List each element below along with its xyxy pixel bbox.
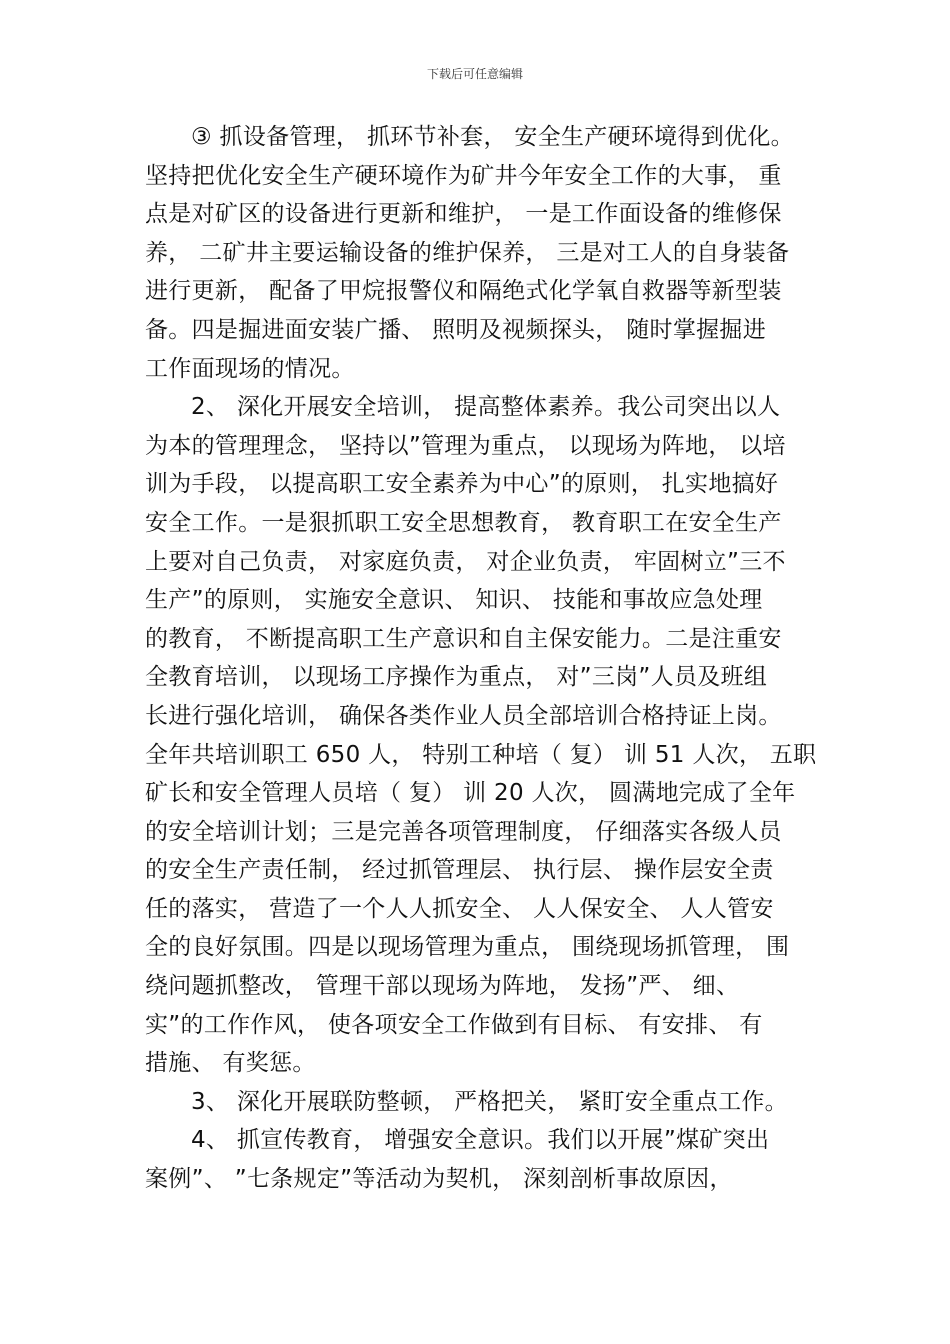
text-line: 案例”、 ”七条规定”等活动为契机， 深刻剖析事故原因，	[145, 1166, 733, 1193]
text-line: 任的落实， 营造了一个人人抓安全、 人人保安全、 人人管安	[145, 895, 774, 922]
text-line: 上要对自己负责， 对家庭负责， 对企业负责， 牢固树立”三不	[145, 548, 786, 575]
text-line: 工作面现场的情况。	[145, 355, 355, 382]
text-line: 的安全生产责任制， 经过抓管理层、 执行层、 操作层安全责	[145, 857, 774, 884]
text-line: 全的良好氛围。四是以现场管理为重点， 围绕现场抓管理， 围	[145, 934, 790, 961]
text-line: 点是对矿区的设备进行更新和维护， 一是工作面设备的维修保	[145, 201, 782, 228]
text-line: 生产”的原则， 实施安全意识、 知识、 技能和事故应急处理	[145, 587, 763, 614]
text-line: 为本的管理理念， 坚持以”管理为重点， 以现场为阵地， 以培	[145, 432, 786, 459]
text-line: 2、 深化开展安全培训， 提高整体素养。我公司突出以人	[191, 394, 781, 421]
text-line: ③ 抓设备管理， 抓环节补套， 安全生产硬环境得到优化。	[191, 124, 794, 150]
text-line: 进行更新， 配备了甲烷报警仪和隔绝式化学氧自救器等新型装	[145, 278, 782, 305]
text-line: 措施、 有奖惩。	[145, 1050, 316, 1077]
document-body	[145, 118, 817, 1199]
text-line: 养， 二矿井主要运输设备的维护保养， 三是对工人的自身装备	[145, 239, 790, 266]
text-line: 绕问题抓整改， 管理干部以现场为阵地， 发扬”严、 细、	[145, 973, 740, 1000]
text-line: 长进行强化培训， 确保各类作业人员全部培训合格持证上岗。	[145, 702, 782, 729]
text-line: 安全工作。一是狠抓职工安全思想教育， 教育职工在安全生产	[145, 509, 782, 536]
text-line: 全年共培训职工 650 人， 特别工种培（ 复） 训 51 人次， 五职	[145, 741, 817, 768]
page-header: 下载后可任意编辑	[426, 67, 523, 81]
text-line: 矿长和安全管理人员培（ 复） 训 20 人次， 圆满地完成了全年	[145, 780, 796, 807]
text-line: 的教育， 不断提高职工生产意识和自主保安能力。二是注重安	[145, 625, 782, 652]
text-line: 3、 深化开展联防整顿， 严格把关， 紧盯安全重点工作。	[191, 1088, 788, 1115]
text-line: 训为手段， 以提高职工安全素养为中心”的原则， 扎实地搞好	[145, 471, 779, 498]
text-line: 实”的工作作风， 使各项安全工作做到有目标、 有安排、 有	[145, 1011, 763, 1038]
text-line: 4、 抓宣传教育， 增强安全意识。我们以开展”煤矿突出	[191, 1127, 770, 1154]
text-line: 备。四是掘进面安装广播、 照明及视频探头， 随时掌握掘进	[145, 316, 767, 343]
text-line: 全教育培训， 以现场工序操作为重点， 对”三岗”人员及班组	[145, 664, 768, 691]
text-line: 坚持把优化安全生产硬环境作为矿井今年安全工作的大事， 重	[145, 162, 782, 189]
text-line: 的安全培训计划；三是完善各项管理制度， 仔细落实各级人员	[145, 818, 782, 845]
